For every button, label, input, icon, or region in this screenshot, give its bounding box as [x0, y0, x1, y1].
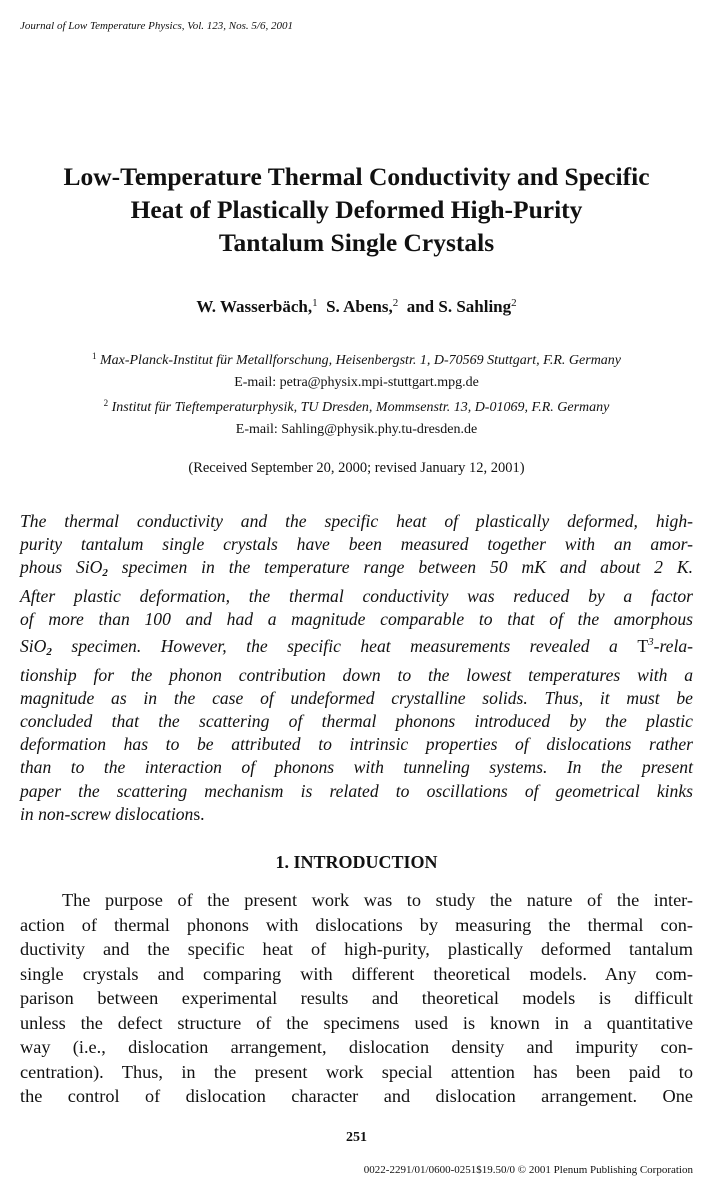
intro-line: ductivity and the specific heat of high-purity, plastically deformed tantalum	[20, 939, 693, 959]
abstract-line: paper the scattering mechanism is related to oscillations of geometrical kinks	[20, 780, 693, 801]
affiliation-1	[20, 346, 693, 372]
intro-line: way (i.e., dislocation arrangement, dislocation density and impurity con-	[20, 1037, 693, 1057]
received-dates: (Received September 20, 2000; revised January 12, 2001)	[188, 460, 525, 476]
abstract-line: purity tantalum single crystals have been measured together with an amor-	[20, 534, 693, 555]
author-list	[0, 297, 713, 317]
author-affil-sup: 2	[511, 297, 517, 309]
section-heading: 1. INTRODUCTION	[275, 852, 438, 872]
intro-line: the control of dislocation character and dislocation arrangement. One	[20, 1086, 693, 1106]
abstract-line: SiO$_2$ specimen. However, the specific heat measurements revealed a $T^3-rela-$	[20, 636, 693, 659]
author-affil-sup: 2	[392, 297, 399, 309]
paper-title	[20, 160, 693, 259]
affil-sup: 1	[91, 351, 97, 361]
intro-line: centration). Thus, in the present work special attention has been paid to	[20, 1061, 693, 1082]
abstract-line: deformation has to be attributed to intrinsic properties of dislocations rather	[20, 734, 693, 755]
abstract-line: of more than 100 and had a magnitude comparable to that of the amorphous	[20, 609, 693, 630]
copyright-footer: 0022-2291/01/0600-0251$19.50/0 © 2001 Plenum Publishing Corporation	[363, 1164, 693, 1176]
title-line: Tantalum Single Crystals	[218, 228, 495, 257]
author-affil-sup: 1	[312, 297, 318, 309]
abstract-line: tionship for the phonon contribution down to the lowest temperatures with a	[20, 665, 693, 686]
intro-line: single crystals and comparing with different theoretical models. Any com-	[20, 963, 693, 984]
affil-email: E-mail: petra@physix.mpi-stuttgart.mpg.de	[234, 374, 479, 390]
affiliations	[20, 346, 693, 440]
affil-institution: Max-Planck-Institut für Metallforschung, Heisenbergstr. 1, D-70569 Stuttgart, F.R. Germany	[99, 353, 622, 368]
affil-institution: Institut für Tieftemperaturphysik, TU Dresden, Mommsenstr. 13, D-01069, F.R. Germany	[111, 400, 610, 415]
introduction-body	[20, 888, 693, 1109]
author-name: W. Wasserbäch,	[196, 297, 313, 316]
affil-email: E-mail: Sahling@physik.phy.tu-dresden.de	[235, 421, 478, 437]
intro-line: parison between experimental results and theoretical models is difficult	[20, 988, 693, 1008]
intro-line: The purpose of the present work was to study the nature of the inter-	[62, 890, 693, 910]
abstract-line: The thermal conductivity and the specific heat of plastically deformed, high-	[20, 511, 693, 531]
abstract-line: magnitude as in the case of undeformed crystalline solids. Thus, it must be	[20, 688, 693, 709]
intro-line: unless the defect structure of the specimens used is known in a quantitative	[20, 1012, 693, 1033]
affil-sup: 2	[103, 398, 109, 408]
abstract-line: After plastic deformation, the thermal conductivity was reduced by a factor	[20, 586, 693, 607]
page-number: 251	[346, 1130, 367, 1145]
author-name: S. Abens,	[326, 297, 393, 316]
abstract-line: in non-screw dislocations.	[20, 803, 205, 824]
title-line: Low-Temperature Thermal Conductivity and Specific	[63, 162, 650, 191]
affiliation-2	[20, 393, 693, 419]
intro-line: action of thermal phonons with dislocations by measuring the thermal con-	[20, 914, 693, 935]
abstract-line: than to the interaction of phonons with tunneling systems. In the present	[20, 757, 693, 778]
abstract-line: concluded that the scattering of thermal phonons introduced by the plastic	[20, 711, 693, 732]
title-line: Heat of Plastically Deformed High-Purity	[130, 195, 583, 224]
journal-header: Journal of Low Temperature Physics, Vol. 123, Nos. 5/6, 2001	[20, 20, 293, 32]
author-name: and S. Sahling	[406, 297, 512, 316]
abstract	[20, 510, 693, 826]
abstract-line: phous SiO$_2$ specimen in the temperature range between 50 mK and about 2 K.	[20, 557, 694, 580]
